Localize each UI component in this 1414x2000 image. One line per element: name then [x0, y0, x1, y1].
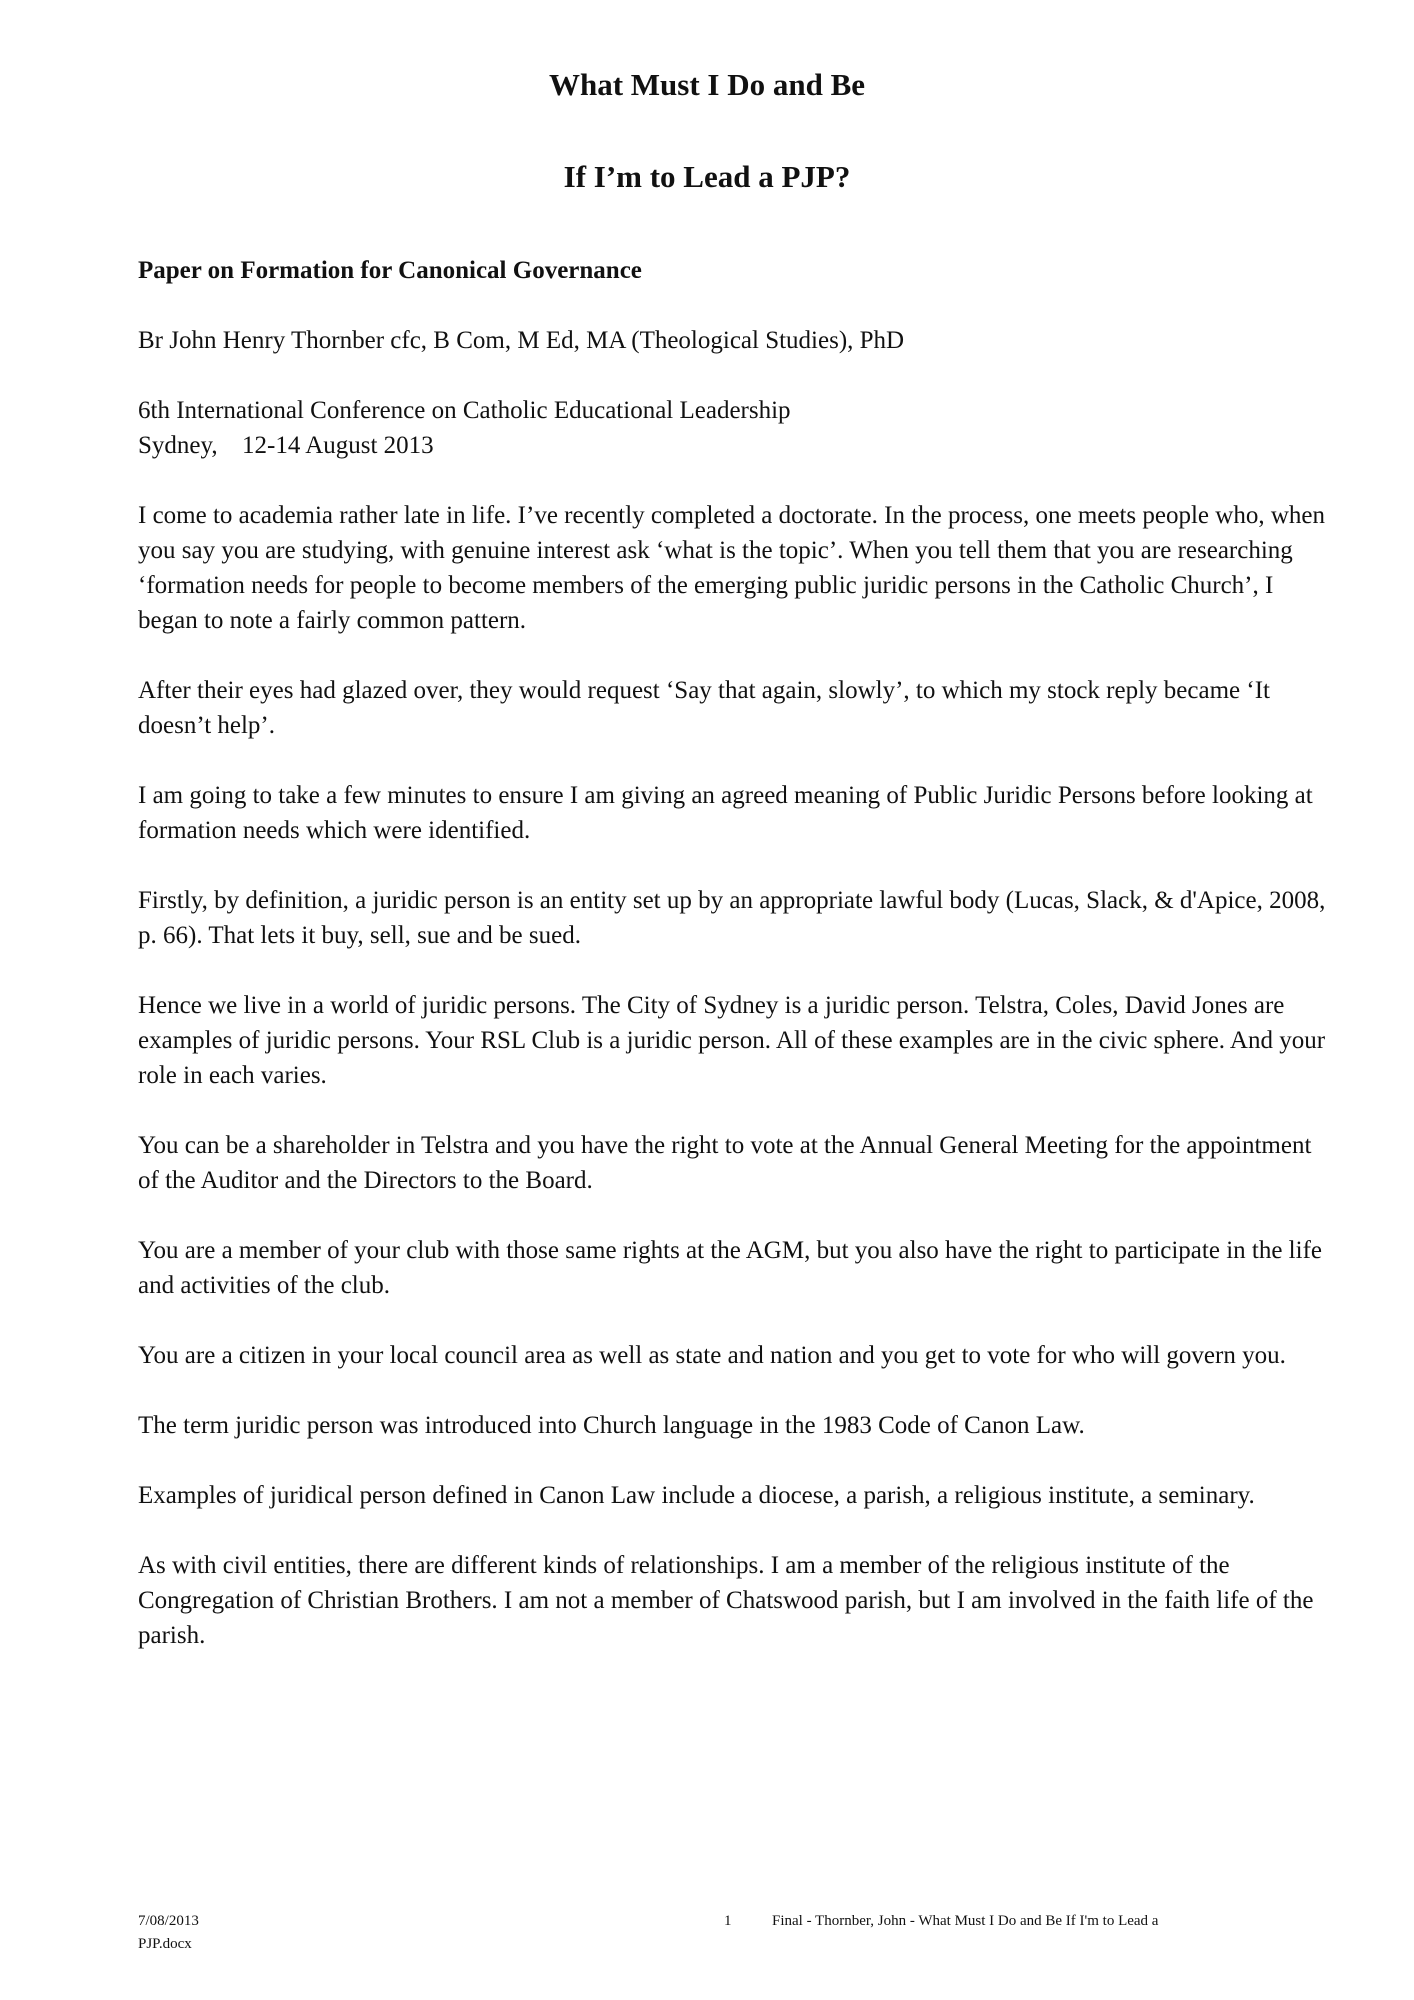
title-line-1: What Must I Do and Be: [548, 67, 866, 102]
body-paragraph: As with civil entities, there are different kinds of relationships. I am a member of the religious institute of the Congregation of Christian Brothers. I am not a member of Chatswood parish, but I am involved in the faith life of the parish.: [138, 1552, 1314, 1649]
body-paragraph: Firstly, by definition, a juridic person is an entity set up by an appropriate lawful body (Lucas, Slack, & d'Apice, 2008, p. 66). That lets it buy, sell, sue and be sued.: [138, 887, 1326, 949]
body-paragraph: I come to academia rather late in life. I’ve recently completed a doctorate. In the process, one meets people who, when you say you are studying, with genuine interest ask ‘what is the topic’. When you tell them that you are researching ‘formation needs for people to become members of the emerging public juridic persons in the Catholic Church’, I began to note a fairly common pattern.: [138, 502, 1325, 634]
body-paragraph: You are a member of your club with those same rights at the AGM, but you also have the right to participate in the life and activities of the club.: [138, 1237, 1322, 1299]
author-line: Br John Henry Thornber cfc, B Com, M Ed, MA (Theological Studies), PhD: [138, 327, 905, 354]
body-paragraph: You can be a shareholder in Telstra and you have the right to vote at the Annual General Meeting for the appointment of the Auditor and the Directors to the Board.: [138, 1132, 1312, 1194]
footer-date-block: [138, 1910, 199, 1956]
conference-city: Sydney,: [138, 432, 218, 459]
body-paragraph: Hence we live in a world of juridic persons. The City of Sydney is a juridic person. Telstra, Coles, David Jones are examples of juridic persons. Your RSL Club is a juridic person. All of these examples are in the civic sphere. And your role in each varies.: [138, 992, 1326, 1089]
body-paragraph: After their eyes had glazed over, they would request ‘Say that again, slowly’, to which my stock reply became ‘It doesn’t help’.: [138, 677, 1270, 739]
conference-name: 6th International Conference on Catholic Educational Leadership: [138, 397, 791, 424]
title-line-2: If I’m to Lead a PJP?: [563, 159, 851, 194]
footer-page-number: 1: [724, 1913, 732, 1929]
document-body: [138, 253, 1338, 1688]
body-paragraph: You are a citizen in your local council area as well as state and nation and you get to vote for who will govern you.: [138, 1342, 1286, 1369]
paper-subtitle: Paper on Formation for Canonical Governance: [138, 257, 642, 284]
body-paragraph: Examples of juridical person defined in Canon Law include a diocese, a parish, a religious institute, a seminary.: [138, 1482, 1255, 1509]
conference-dates: 12-14 August 2013: [242, 432, 434, 459]
footer-filename-ext: PJP.docx: [138, 1936, 192, 1952]
conference-block: [138, 393, 1338, 463]
footer-date: 7/08/2013: [138, 1913, 199, 1929]
footer-filename: Final - Thornber, John - What Must I Do and Be If I'm to Lead a: [772, 1913, 1159, 1929]
body-paragraph: The term juridic person was introduced into Church language in the 1983 Code of Canon Law.: [138, 1412, 1085, 1439]
body-paragraph: I am going to take a few minutes to ensure I am giving an agreed meaning of Public Juridic Persons before looking at formation needs which were identified.: [138, 782, 1313, 844]
